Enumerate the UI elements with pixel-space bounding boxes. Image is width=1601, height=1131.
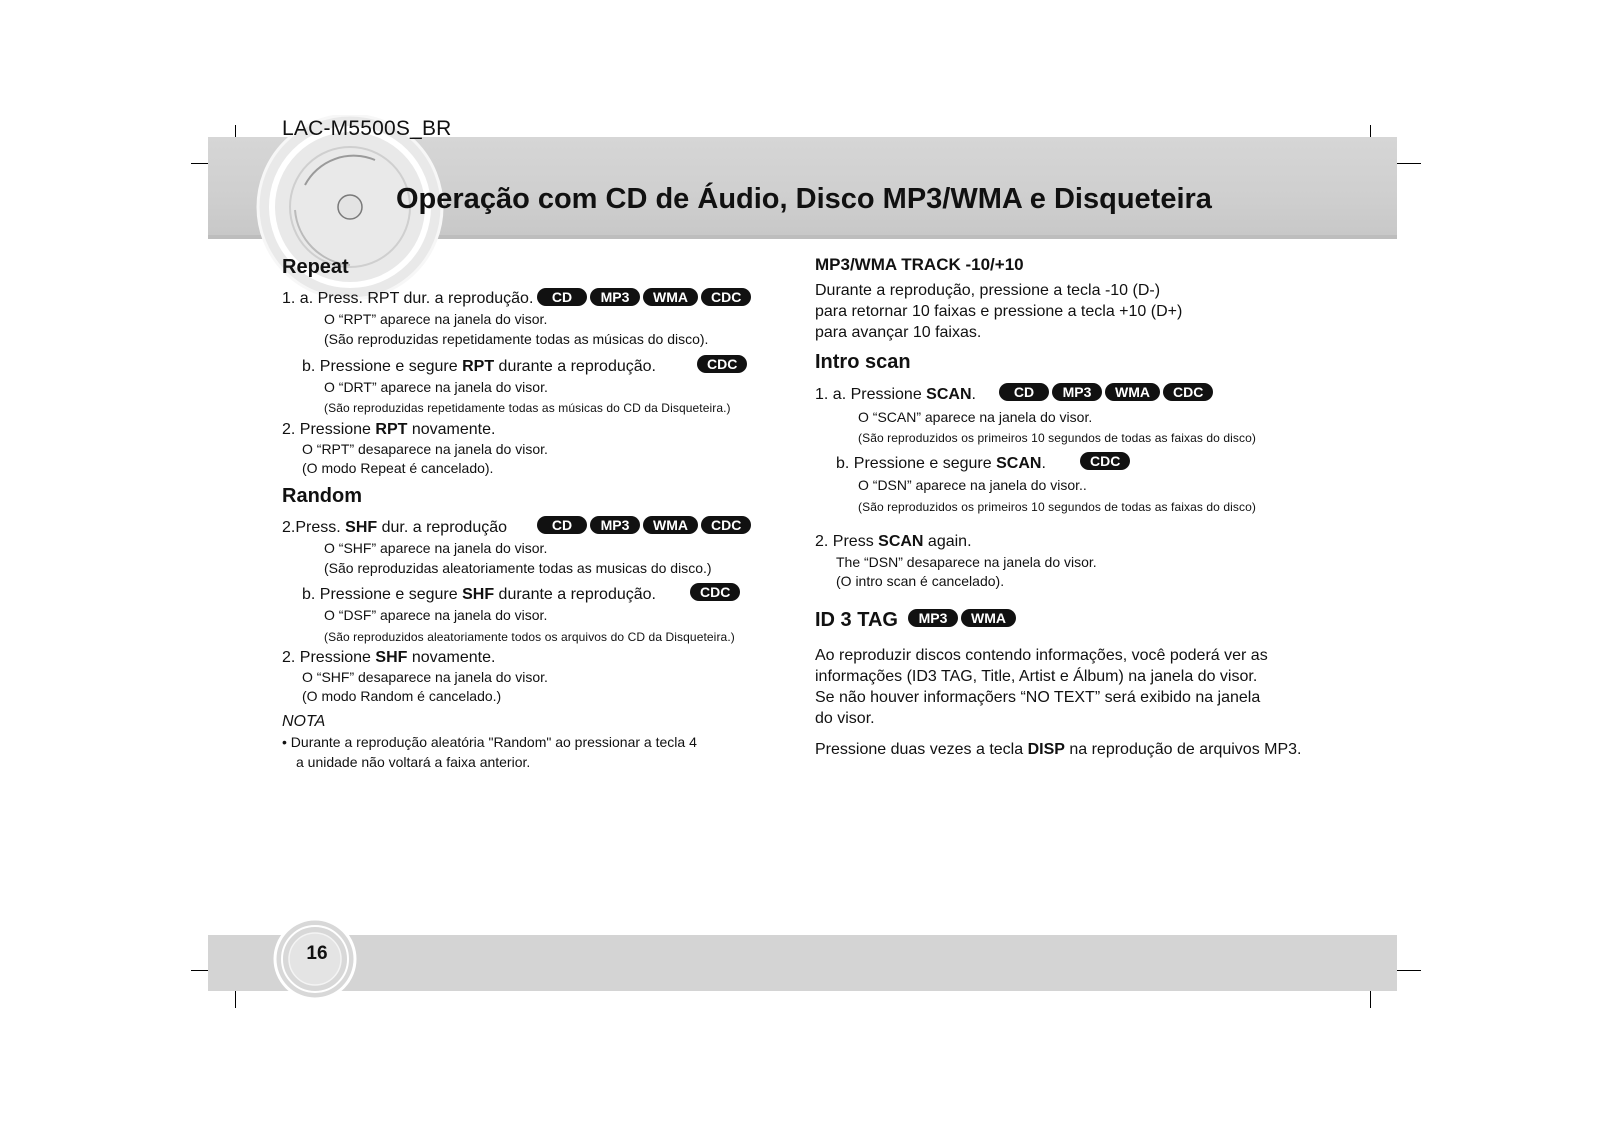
random-step-1-note: (São reproduzidas aleatoriamente todas as musicas do disco.) (324, 560, 712, 576)
cdc-badge: CDC (701, 288, 751, 306)
track-heading: MP3/WMA TRACK -10/+10 (815, 255, 1024, 274)
repeat-step-1a: 1. a. Press. RPT dur. a reprodução. (282, 290, 534, 307)
nota-text: • Durante a reprodução aleatória "Random" ao pressionar a tecla 4 (282, 734, 697, 750)
cd-badge: CD (537, 516, 587, 534)
cd-badge: CD (537, 288, 587, 306)
wma-badge: WMA (643, 288, 698, 306)
repeat-step-1b-note: O “DRT” aparece na janela do visor. (324, 379, 548, 395)
random-step-2: 2. Pressione SHF novamente. (282, 649, 496, 666)
intro-step-1b: b. Pressione e segure SCAN. (836, 455, 1046, 472)
random-step-1b-note: (São reproduzidos aleatoriamente todos os arquivos do CD da Disqueteira.) (324, 630, 735, 644)
intro-heading: Intro scan (815, 351, 911, 373)
mp3-badge: MP3 (1052, 383, 1102, 401)
repeat-step-1b-note: (São reproduzidas repetidamente todas as músicas do CD da Disqueteira.) (324, 401, 731, 415)
intro-step-1b-note: O “DSN” aparece na janela do visor.. (858, 477, 1087, 493)
intro-step-2-note: (O intro scan é cancelado). (836, 573, 1005, 589)
random-heading: Random (282, 485, 362, 507)
repeat-step-1b: b. Pressione e segure RPT durante a reprodução. (302, 358, 656, 375)
mp3-badge: MP3 (590, 516, 640, 534)
track-text: para retornar 10 faixas e pressione a tecla +10 (D+) (815, 303, 1183, 320)
nota-text: a unidade não voltará a faixa anterior. (296, 754, 531, 770)
repeat-step-1a-note: (São reproduzidas repetidamente todas as músicas do disco). (324, 331, 709, 347)
intro-step-1b-badges (1080, 451, 1133, 470)
cdc-badge: CDC (701, 516, 751, 534)
intro-step-1a-note: O “SCAN” aparece na janela do visor. (858, 409, 1093, 425)
intro-step-2-note: The “DSN” desaparece na janela do visor. (836, 554, 1097, 570)
intro-step-1a: 1. a. Pressione SCAN. (815, 386, 976, 403)
random-step-1-note: O “SHF” aparece na janela do visor. (324, 540, 548, 556)
random-step-2-note: O “SHF” desaparece na janela do visor. (302, 669, 548, 685)
cdc-badge: CDC (1163, 383, 1213, 401)
random-step-1: 2.Press. SHF dur. a reprodução (282, 519, 508, 536)
id3-text: Se não houver informaçõers “NO TEXT” será exibido na janela (815, 689, 1261, 706)
random-step-1b-badges (690, 582, 743, 601)
footer-band (208, 935, 1397, 991)
page-number: 16 (306, 943, 328, 964)
id3-text: Ao reproduzir discos contendo informações, você poderá ver as (815, 647, 1268, 664)
cdc-badge: CDC (690, 583, 740, 601)
random-step-1-badges (537, 515, 754, 534)
intro-step-2: 2. Press SCAN again. (815, 533, 972, 550)
wma-badge: WMA (961, 609, 1016, 627)
document-id: LAC-M5500S_BR (282, 117, 452, 140)
random-step-1b-note: O “DSF” aparece na janela do visor. (324, 607, 548, 623)
repeat-step-2-note: (O modo Repeat é cancelado). (302, 460, 494, 476)
id3-text: do visor. (815, 710, 875, 727)
repeat-step-1a-badges (537, 287, 754, 306)
page-title: Operação com CD de Áudio, Disco MP3/WMA e Disqueteira (396, 183, 1212, 215)
cdc-badge: CDC (697, 355, 747, 373)
mp3-badge: MP3 (908, 609, 958, 627)
repeat-heading: Repeat (282, 256, 349, 278)
mp3-badge: MP3 (590, 288, 640, 306)
disp-instruction: Pressione duas vezes a tecla DISP na reprodução de arquivos MP3. (815, 741, 1302, 758)
intro-step-1b-note: (São reproduzidos os primeiros 10 segundos de todas as faixas do disco) (858, 500, 1256, 514)
repeat-step-1a-note: O “RPT” aparece na janela do visor. (324, 311, 548, 327)
intro-step-1a-badges (999, 382, 1216, 401)
repeat-step-2-note: O “RPT” desaparece na janela do visor. (302, 441, 548, 457)
id3-text: informações (ID3 TAG, Title, Artist e Álbum) na janela do visor. (815, 668, 1258, 685)
track-text: Durante a reprodução, pressione a tecla -10 (D-) (815, 282, 1161, 299)
wma-badge: WMA (1105, 383, 1160, 401)
id3-badges (908, 608, 1019, 627)
intro-step-1a-note: (São reproduzidos os primeiros 10 segundos de todas as faixas do disco) (858, 431, 1256, 445)
random-step-1b: b. Pressione e segure SHF durante a reprodução. (302, 586, 656, 603)
track-text: para avançar 10 faixas. (815, 324, 982, 341)
cdc-badge: CDC (1080, 452, 1130, 470)
repeat-step-1b-badges (697, 354, 750, 373)
id3-heading: ID 3 TAG (815, 609, 898, 631)
cd-badge: CD (999, 383, 1049, 401)
repeat-step-2: 2. Pressione RPT novamente. (282, 421, 496, 438)
random-step-2-note: (O modo Random é cancelado.) (302, 688, 502, 704)
wma-badge: WMA (643, 516, 698, 534)
nota-label: NOTA (282, 713, 326, 730)
